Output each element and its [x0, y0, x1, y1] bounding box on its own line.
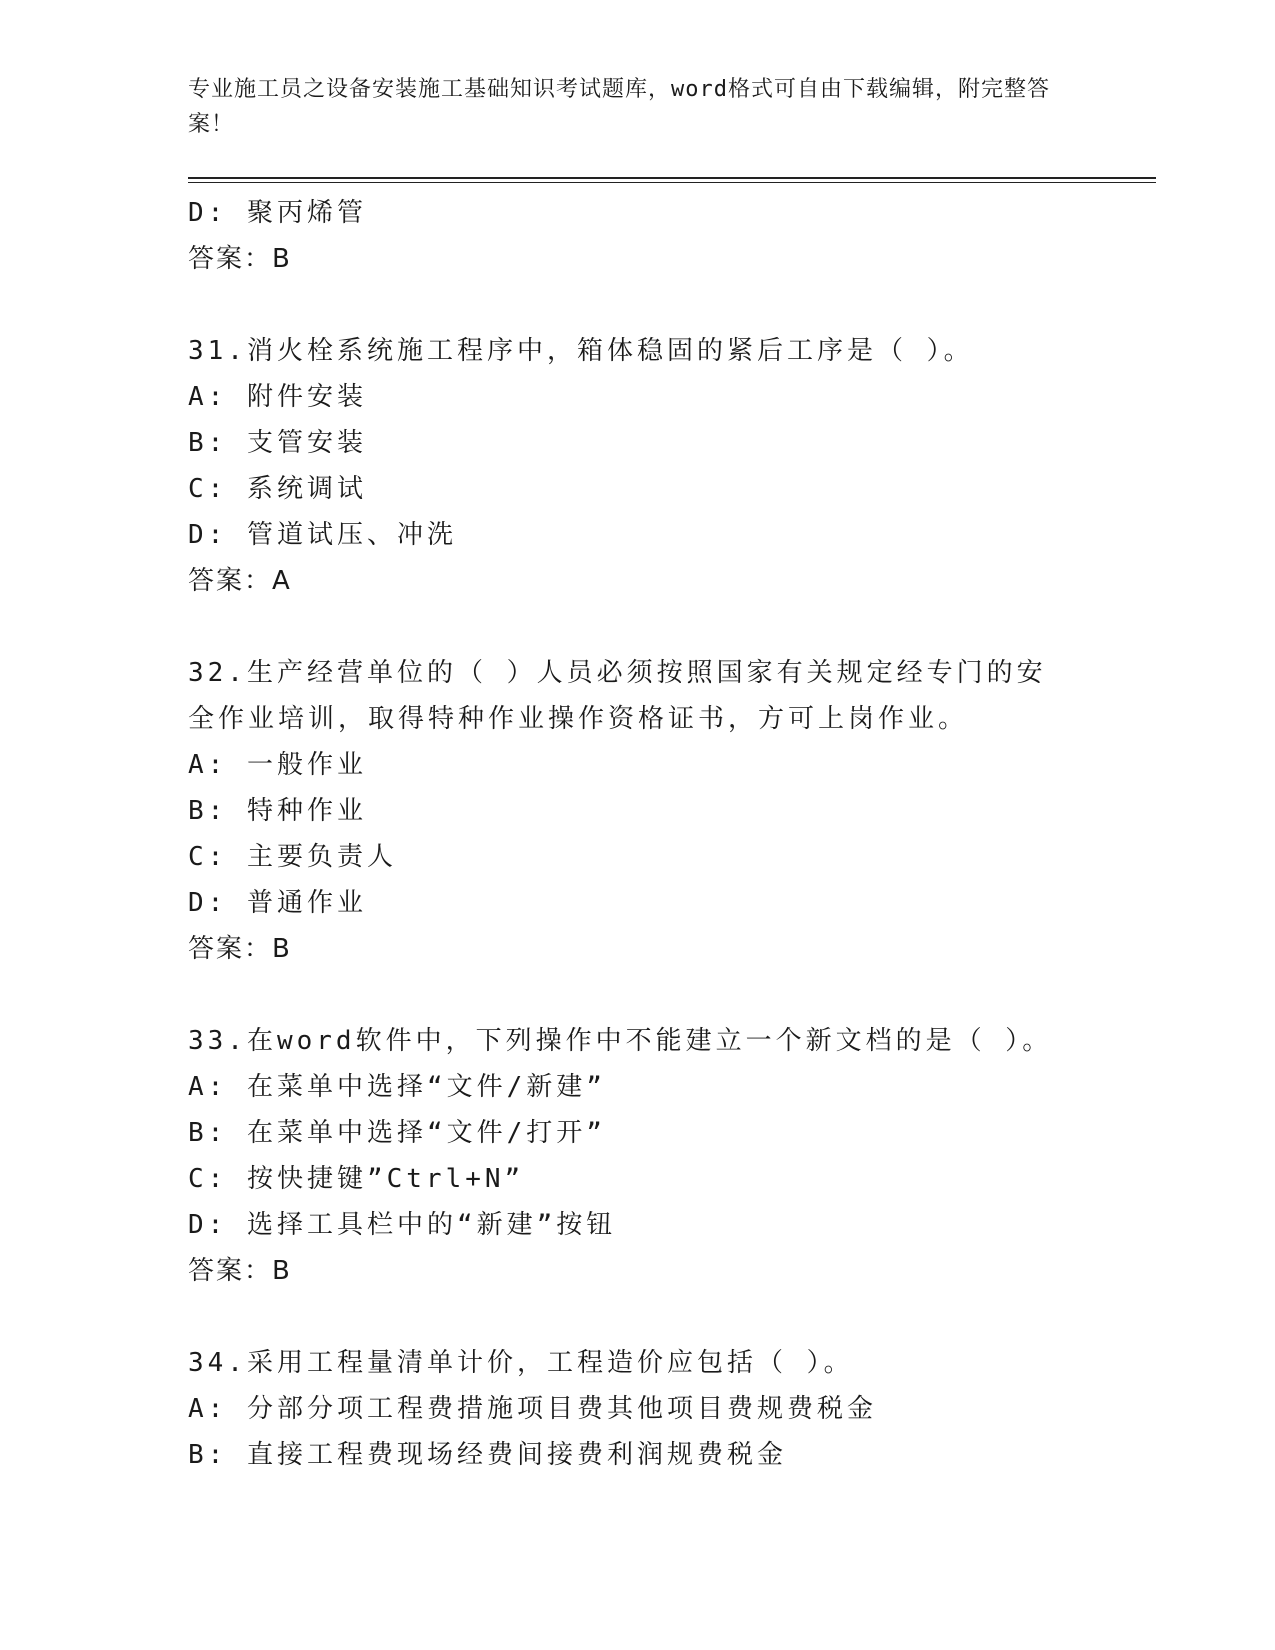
question-stem: 34.采用工程量清单计价，工程造价应包括（ ）。 — [188, 1348, 854, 1378]
answer: 答案：B — [188, 244, 292, 274]
option-a: A: 在菜单中选择“文件/新建” — [188, 1072, 606, 1102]
question-stem: 33.在word软件中，下列操作中不能建立一个新文档的是（ ）。 — [188, 1026, 1053, 1056]
option-a: A: 附件安装 — [188, 382, 367, 412]
option-d: D: 普通作业 — [188, 888, 367, 918]
question-list — [188, 190, 1088, 1478]
option-d: D: 选择工具栏中的“新建”按钮 — [188, 1210, 617, 1240]
option-b: B: 特种作业 — [188, 796, 367, 826]
option-c: C: 主要负责人 — [188, 842, 397, 872]
header-divider-thick — [188, 177, 1156, 179]
question-stem: 32.生产经营单位的（ ）人员必须按照国家有关规定经专门的安全作业培训，取得特种作业操作资格证书，方可上岗作业。 — [188, 658, 1047, 734]
question-33 — [188, 1018, 1088, 1294]
question-34 — [188, 1340, 1088, 1478]
option-b: B: 直接工程费现场经费间接费利润规费税金 — [188, 1440, 787, 1470]
option-c: C: 按快捷键”Ctrl+N” — [188, 1164, 525, 1194]
option-a: A: 分部分项工程费措施项目费其他项目费规费税金 — [188, 1394, 877, 1424]
question-32 — [188, 650, 1088, 972]
answer: 答案：B — [188, 1256, 292, 1286]
question-stem: 31.消火栓系统施工程序中，箱体稳固的紧后工序是（ ）。 — [188, 336, 974, 366]
option-b: B: 支管安装 — [188, 428, 367, 458]
option-d: D: 管道试压、冲洗 — [188, 520, 457, 550]
option-b: B: 在菜单中选择“文件/打开” — [188, 1118, 606, 1148]
header-divider-thin — [188, 182, 1156, 183]
option-d: D: 聚丙烯管 — [188, 198, 367, 228]
answer: 答案：B — [188, 934, 292, 964]
question-31 — [188, 328, 1088, 604]
option-c: C: 系统调试 — [188, 474, 367, 504]
option-a: A: 一般作业 — [188, 750, 367, 780]
answer: 答案：A — [188, 566, 292, 596]
page-header: 专业施工员之设备安装施工基础知识考试题库，word格式可自由下载编辑，附完整答案！ — [188, 77, 1050, 137]
